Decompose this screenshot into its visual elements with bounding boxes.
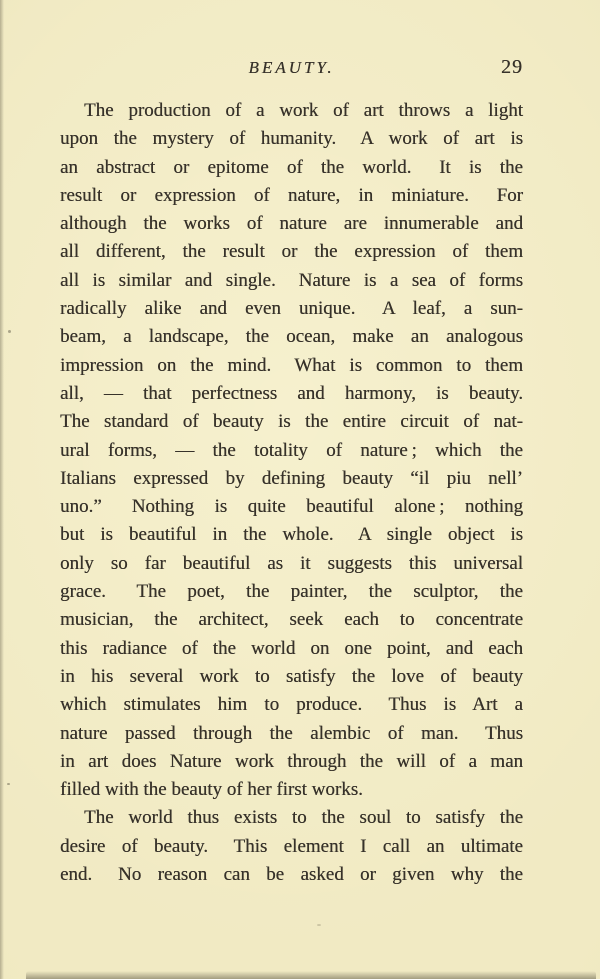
text-line: in his several work to satisfy the love of beauty [60,665,523,687]
text-line: The world thus exists to the soul to satisfy the [84,807,523,829]
paper-speck [8,330,11,333]
text-line: musician, the architect, seek each to concentrate [60,609,523,631]
paper-speck [7,783,10,785]
text-line: The production of a work of art throws a light [84,100,523,121]
text-line: uno.” Nothing is quite beautiful alone ; nothing [60,496,523,518]
text-line: ural forms, — the totality of nature ; which the [60,439,523,461]
paper-speck [317,924,321,926]
text-line: all different, the result or the expression of them [60,241,523,263]
running-title: BEAUTY. [248,58,335,77]
page-left-edge-shadow [0,0,4,979]
page-bottom-edge-shadow [26,971,596,979]
text-line: which stimulates him to produce. Thus is Art a [60,694,523,716]
text-line: grace. The poet, the painter, the sculptor, the [60,581,523,603]
text-line: this radiance of the world on one point, and each [60,637,523,659]
text-line: beam, a landscape, the ocean, make an analogous [60,326,523,348]
text-line: desire of beauty. This element I call an ultimate [60,835,523,857]
text-line: The standard of beauty is the entire circuit of nat- [60,411,523,433]
text-line: filled with the beauty of her first works. [60,779,363,801]
text-line: an abstract or epitome of the world. It is the [60,156,523,178]
text-line: radically alike and even unique. A leaf, a sun- [60,298,523,320]
text-line: result or expression of nature, in miniature. For [60,184,523,206]
text-line: only so far beautiful as it suggests this universal [60,552,523,574]
text-line: but is beautiful in the whole. A single object is [60,524,523,546]
page-header [60,58,523,84]
text-line: upon the mystery of humanity. A work of art is [60,128,523,150]
text-line: all is similar and single. Nature is a sea of forms [60,269,523,291]
paragraph [60,97,523,804]
text-line: Italians expressed by defining beauty “il piu nell’ [60,467,523,489]
page-number: 29 [501,56,523,78]
body-text [60,97,523,889]
paragraph [60,804,523,889]
text-line: impression on the mind. What is common to them [60,354,523,376]
text-line: all, — that perfectness and harmony, is beauty. [60,382,523,404]
text-line: end. No reason can be asked or given why the [60,864,523,886]
text-line: nature passed through the alembic of man. Thus [60,722,523,744]
text-line: although the works of nature are innumerable and [60,213,523,235]
text-line: in art does Nature work through the will of a man [60,750,523,772]
